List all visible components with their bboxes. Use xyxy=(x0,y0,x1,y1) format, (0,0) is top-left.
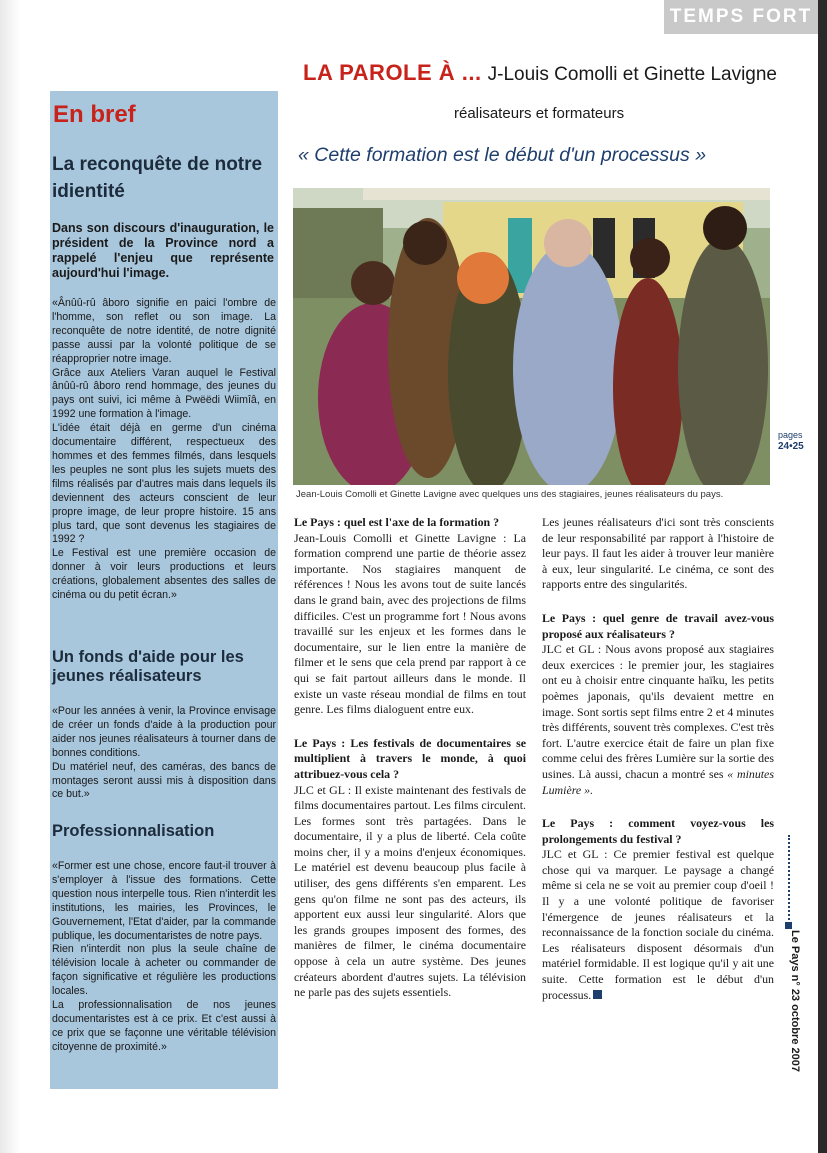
question-4: Le Pays : comment voyez-vous les prolongements du festival ? xyxy=(542,816,774,846)
footer-publication xyxy=(783,930,803,1090)
pages-marker xyxy=(778,430,804,452)
question-3: Le Pays : quel genre de travail avez-vous proposé aux réalisateurs ? xyxy=(542,610,774,641)
kicker-names: J-Louis Comolli et Ginette Lavigne xyxy=(487,64,777,85)
answer-3 xyxy=(542,642,774,798)
photo-caption: Jean-Louis Comolli et Ginette Lavigne avec quelques uns des stagiaires, jeunes réalisateurs du pays. xyxy=(296,489,724,500)
answer-3-emphasis: « minutes Lumière ». xyxy=(542,766,774,797)
group-photo xyxy=(293,188,770,485)
sidebar-lead: Dans son discours d'inauguration, le président de la Province nord a rappelé l'enjeu que représente aujourd'hui l'image. xyxy=(52,221,274,280)
sidebar-title: En bref xyxy=(53,101,136,128)
sidebar-text-professionnalisation: «Former est une chose, encore faut-il trouver à s'employer à l'issue des formations. Cette question nous interpelle tous. Rien n'interdit les institutions, les mairies, les Provinces, le Gouvernement, l'Etat d'aider, par la commande publique, les documentaristes de notre pays. Rien n'interdit non plus la seule chaîne de télévision locale à acheter ou commander de façon significative et régulière les productions locales. La professionnalisation de nos jeunes documentaristes est à ce prix. Et c'est aussi à ce prix que se façonne une véritable télévision citoyenne de proximité.» xyxy=(52,860,276,1053)
article-column-2 xyxy=(542,515,774,1003)
footer-publication-text: Le Pays n° 23 octobre 2007 xyxy=(789,930,801,1072)
kicker-label: LA PAROLE À ... xyxy=(303,60,482,85)
section-tab: TEMPS FORT xyxy=(664,0,818,34)
group-photo-illustration xyxy=(293,188,770,485)
pages-label: pages xyxy=(778,430,803,440)
question-1: Le Pays : quel est l'axe de la formation ? xyxy=(294,515,500,529)
sidebar-heading-fonds: Un fonds d'aide pour les jeunes réalisateurs xyxy=(52,648,244,685)
article-column-1 xyxy=(294,515,526,1001)
answer-3-text: JLC et GL : Nous avons proposé aux stagiaires deux exercices : le premier jour, les stagiaires ont eu à choisir entre cinquante haïku, les petits poèmes japonais, qu'ils devaient mettre en image. Sont sortis sept films entre 2 et 4 minutes très différents, souvent très complexes. C'est très fort. L'autre exercice était de faire un plan fixe comme celui des frères Lumière sur la sortie des usines. Là aussi, chacun a montré ses xyxy=(542,642,774,781)
pages-numbers: 24•25 xyxy=(778,441,804,452)
sidebar-text-identity: «Ânûû-rû âboro signifie en paici l'ombre de l'homme, son reflet ou son image. La reconquête de notre identité, de notre dignité passe aussi par la volonté politique de se réapproprier notre image. Grâce aux Ateliers Varan auquel le Festival ânûû-rû âboro rend hommage, des jeunes du pays ont suivi, ici même à Pwëëdi Wiimîâ, en 1992 une formation à l'image. L'idée était déjà en germe d'un cinéma documentaire différent, respectueux des hommes et des femmes filmés, dans lesquels les peuples ne sont plus les sujets muets des films réalisés par d'autres mais dans lequels ils deviennent des acteurs conscient de leur propre image, de leur propre histoire. 15 ans plus tard, que sont devenus les stagiaires de 1992 ? Le Festival est une première occasion de donner à voir leurs productions et leurs créations, globalement absentes des salles de cinéma ou du petit écran.» xyxy=(52,297,276,602)
footer-dotted-rule xyxy=(788,835,792,920)
sidebar-text-fonds: «Pour les années à venir, la Province envisage de créer un fonds d'aide à la production pour aider nos jeunes réalisateurs à tourner dans de bonnes conditions. Du matériel neuf, des caméras, des bancs de montages seront aussi mis à disposition dans ce but.» xyxy=(52,705,276,801)
answer-1: Jean-Louis Comolli et Ginette Lavigne : La formation comprend une partie de théorie assez importante. Nos stagiaires manquent de références ! Nous les avons tout de suite lancés dans le grand bain, avec des projections de films difficiles. C'est un programme fort ! Nous avons travaillé sur les enjeux et les formes dans le documentaire, sur le lien entre la manière de filmer et le sens que cela prend par rapport à ce qui se fait partout ailleurs dans le monde. Il existe un vaste réseau mondial de films en tout genre. Les films dialoguent entre eux. xyxy=(294,530,526,717)
answer-2-continued: Les jeunes réalisateurs d'ici sont très conscients de leur responsabilité par rapport à l'histoire de leur pays. Il faut les aider à trouver leur manière à eux, leur singularité. Le cinéma, ce sont des rapports entre des singularités. xyxy=(542,515,774,592)
article-subtitle: réalisateurs et formateurs xyxy=(454,105,625,122)
article-headline: « Cette formation est le début d'un processus » xyxy=(298,144,707,166)
sidebar-en-bref xyxy=(50,91,278,1089)
footer-square-icon xyxy=(785,922,792,929)
article-kicker xyxy=(303,60,777,86)
sidebar-heading-professionnalisation: Professionnalisation xyxy=(52,822,215,840)
answer-2: JLC et GL : Il existe maintenant des festivals de films documentaires partout. Les films circulent. Les formes sont très partagées. Dans le documentaire, il y a plus de liberté. Cela coûte moins cher, il y a moins d'enjeux économiques. Le matériel est devenu beaucoup plus facile à utiliser, des gens différents s'en emparent. Les gens qu'on filme ne sont pas des acteurs, ils apportent eux aussi leur singularité. Alors que les grands groupes imposent des formes, des manières de filmer, le cinéma documentaire oppose à cela un autre système. Des jeunes créateurs abordent d'autres sujets. La télévision ne parle pas des sujets essentiels. xyxy=(294,782,526,1000)
question-2: Le Pays : Les festivals de documentaires se multiplient à travers le monde, à quoi attribuez-vous cela ? xyxy=(294,735,526,781)
answer-4 xyxy=(542,847,774,1003)
end-mark-icon xyxy=(593,990,602,999)
page-shadow xyxy=(0,0,20,1153)
sidebar-heading-identity: La reconquête de notre idientité xyxy=(52,154,263,202)
answer-4-text: JLC et GL : Ce premier festival est quelque chose qui va marquer. Le paysage a changé même si cela ne se voit au premier coup d'oeil ! Il y a une volonté politique de favoriser l'émergence de jeunes réalisateurs et la reconnaissance de la fonction sociale du cinéma. Les réalisateurs disposent désormais d'un matériel formidable. Il est logique qu'il y ait une suite. Cette formation est le début d'un processus. xyxy=(542,847,774,1002)
page-edge-dark xyxy=(818,0,827,1153)
